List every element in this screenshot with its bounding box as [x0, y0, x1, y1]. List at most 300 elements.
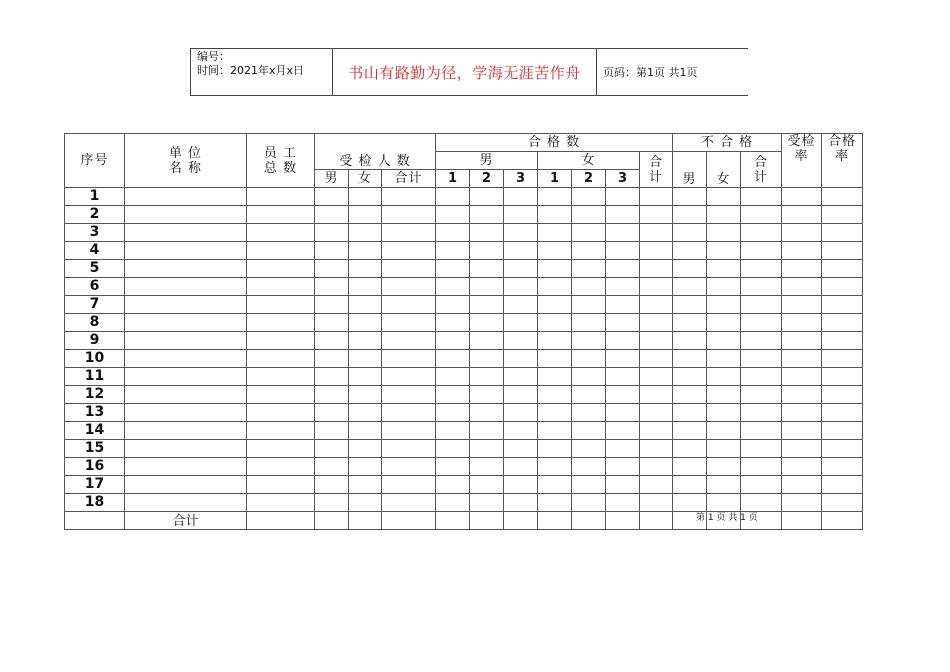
table-cell[interactable]: [741, 350, 782, 368]
table-cell[interactable]: [673, 242, 707, 260]
table-cell[interactable]: [707, 278, 741, 296]
table-cell[interactable]: [606, 512, 640, 530]
table-cell[interactable]: [125, 224, 247, 242]
table-cell[interactable]: [504, 422, 538, 440]
table-cell[interactable]: [470, 278, 504, 296]
table-cell[interactable]: [822, 224, 863, 242]
table-cell[interactable]: [315, 224, 349, 242]
table-cell[interactable]: [782, 278, 822, 296]
table-cell[interactable]: [822, 404, 863, 422]
table-cell[interactable]: [822, 476, 863, 494]
table-cell[interactable]: [572, 296, 606, 314]
table-cell[interactable]: [504, 296, 538, 314]
table-cell[interactable]: [673, 350, 707, 368]
table-cell[interactable]: [470, 242, 504, 260]
table-cell[interactable]: [125, 296, 247, 314]
table-cell[interactable]: [741, 332, 782, 350]
table-cell[interactable]: [572, 422, 606, 440]
table-cell[interactable]: [436, 440, 470, 458]
table-cell[interactable]: [572, 314, 606, 332]
table-cell[interactable]: [741, 278, 782, 296]
table-cell[interactable]: [125, 278, 247, 296]
table-cell[interactable]: [822, 512, 863, 530]
table-cell[interactable]: [247, 242, 315, 260]
table-cell[interactable]: [382, 350, 436, 368]
table-cell[interactable]: [782, 458, 822, 476]
table-cell[interactable]: [470, 314, 504, 332]
table-cell[interactable]: [538, 188, 572, 206]
table-cell[interactable]: [640, 440, 673, 458]
table-cell[interactable]: [606, 224, 640, 242]
table-cell[interactable]: [640, 422, 673, 440]
table-cell[interactable]: [504, 206, 538, 224]
table-cell[interactable]: [606, 476, 640, 494]
table-cell[interactable]: [315, 350, 349, 368]
table-cell[interactable]: [782, 296, 822, 314]
table-cell[interactable]: [572, 386, 606, 404]
table-cell[interactable]: [707, 422, 741, 440]
table-cell[interactable]: [382, 332, 436, 350]
table-cell[interactable]: [349, 260, 382, 278]
table-cell[interactable]: [436, 260, 470, 278]
table-cell[interactable]: [125, 422, 247, 440]
table-cell[interactable]: [572, 188, 606, 206]
table-cell[interactable]: [782, 404, 822, 422]
table-cell[interactable]: [382, 422, 436, 440]
table-cell[interactable]: [741, 296, 782, 314]
table-cell[interactable]: [741, 386, 782, 404]
table-cell[interactable]: [470, 512, 504, 530]
table-cell[interactable]: [504, 188, 538, 206]
table-cell[interactable]: [315, 332, 349, 350]
table-cell[interactable]: [125, 368, 247, 386]
table-cell[interactable]: [822, 494, 863, 512]
table-cell[interactable]: [572, 350, 606, 368]
table-cell[interactable]: [470, 260, 504, 278]
table-cell[interactable]: [504, 368, 538, 386]
table-cell[interactable]: [382, 314, 436, 332]
table-cell[interactable]: [436, 368, 470, 386]
table-cell[interactable]: [822, 458, 863, 476]
table-cell[interactable]: [315, 494, 349, 512]
table-cell[interactable]: [349, 332, 382, 350]
table-cell[interactable]: [822, 350, 863, 368]
table-cell[interactable]: [504, 440, 538, 458]
table-cell[interactable]: [125, 332, 247, 350]
table-cell[interactable]: [673, 494, 707, 512]
table-cell[interactable]: [782, 350, 822, 368]
table-cell[interactable]: [707, 224, 741, 242]
table-cell[interactable]: [382, 458, 436, 476]
table-cell[interactable]: [382, 512, 436, 530]
table-cell[interactable]: [707, 386, 741, 404]
table-cell[interactable]: [606, 404, 640, 422]
table-cell[interactable]: [707, 206, 741, 224]
table-cell[interactable]: [247, 512, 315, 530]
table-cell[interactable]: [470, 404, 504, 422]
table-cell[interactable]: [822, 422, 863, 440]
table-cell[interactable]: [470, 386, 504, 404]
table-cell[interactable]: [382, 440, 436, 458]
table-cell[interactable]: [707, 368, 741, 386]
table-cell[interactable]: [782, 332, 822, 350]
table-cell[interactable]: [741, 404, 782, 422]
table-cell[interactable]: [470, 440, 504, 458]
table-cell[interactable]: [782, 260, 822, 278]
table-cell[interactable]: [673, 440, 707, 458]
table-cell[interactable]: [782, 368, 822, 386]
table-cell[interactable]: [349, 368, 382, 386]
table-cell[interactable]: [382, 404, 436, 422]
table-cell[interactable]: [315, 476, 349, 494]
table-cell[interactable]: [606, 440, 640, 458]
table-cell[interactable]: [572, 224, 606, 242]
table-cell[interactable]: [538, 386, 572, 404]
table-cell[interactable]: [640, 314, 673, 332]
table-cell[interactable]: [782, 494, 822, 512]
table-cell[interactable]: [436, 188, 470, 206]
table-cell[interactable]: [470, 422, 504, 440]
table-cell[interactable]: [315, 386, 349, 404]
table-cell[interactable]: [349, 314, 382, 332]
table-cell[interactable]: [822, 386, 863, 404]
table-cell[interactable]: [741, 476, 782, 494]
table-cell[interactable]: [741, 242, 782, 260]
table-cell[interactable]: [538, 332, 572, 350]
table-cell[interactable]: [741, 440, 782, 458]
table-cell[interactable]: [822, 296, 863, 314]
table-cell[interactable]: [640, 476, 673, 494]
table-cell[interactable]: [436, 422, 470, 440]
table-cell[interactable]: [349, 242, 382, 260]
table-cell[interactable]: [640, 278, 673, 296]
table-cell[interactable]: [640, 242, 673, 260]
table-cell[interactable]: [470, 332, 504, 350]
table-cell[interactable]: [315, 206, 349, 224]
table-cell[interactable]: [538, 242, 572, 260]
table-cell[interactable]: [247, 494, 315, 512]
table-cell[interactable]: [673, 188, 707, 206]
table-cell[interactable]: [436, 458, 470, 476]
table-cell[interactable]: [741, 458, 782, 476]
table-cell[interactable]: [315, 188, 349, 206]
table-cell[interactable]: [538, 296, 572, 314]
table-cell[interactable]: [538, 440, 572, 458]
table-cell[interactable]: [822, 440, 863, 458]
table-cell[interactable]: [349, 404, 382, 422]
table-cell[interactable]: [572, 260, 606, 278]
table-cell[interactable]: [315, 458, 349, 476]
table-cell[interactable]: [572, 404, 606, 422]
table-cell[interactable]: [640, 494, 673, 512]
table-cell[interactable]: [572, 332, 606, 350]
table-cell[interactable]: [247, 404, 315, 422]
table-cell[interactable]: [470, 296, 504, 314]
table-cell[interactable]: [707, 458, 741, 476]
table-cell[interactable]: [707, 332, 741, 350]
table-cell[interactable]: [315, 440, 349, 458]
table-cell[interactable]: [247, 260, 315, 278]
table-cell[interactable]: [572, 242, 606, 260]
table-cell[interactable]: [436, 206, 470, 224]
table-cell[interactable]: [382, 296, 436, 314]
table-cell[interactable]: [538, 476, 572, 494]
table-cell[interactable]: [315, 404, 349, 422]
table-cell[interactable]: [436, 404, 470, 422]
table-cell[interactable]: [349, 512, 382, 530]
table-cell[interactable]: [538, 224, 572, 242]
table-cell[interactable]: [572, 458, 606, 476]
table-cell[interactable]: [707, 350, 741, 368]
table-cell[interactable]: [782, 512, 822, 530]
table-cell[interactable]: [247, 440, 315, 458]
table-cell[interactable]: [247, 458, 315, 476]
table-cell[interactable]: [504, 476, 538, 494]
table-cell[interactable]: [315, 422, 349, 440]
table-cell[interactable]: [315, 278, 349, 296]
table-cell[interactable]: [741, 188, 782, 206]
table-cell[interactable]: [538, 260, 572, 278]
table-cell[interactable]: [125, 350, 247, 368]
table-cell[interactable]: [673, 278, 707, 296]
table-cell[interactable]: [504, 332, 538, 350]
table-cell[interactable]: [822, 242, 863, 260]
table-cell[interactable]: [470, 206, 504, 224]
table-cell[interactable]: [606, 458, 640, 476]
table-cell[interactable]: [707, 296, 741, 314]
table-cell[interactable]: [125, 260, 247, 278]
table-cell[interactable]: [315, 260, 349, 278]
table-cell[interactable]: [782, 242, 822, 260]
table-cell[interactable]: [315, 242, 349, 260]
table-cell[interactable]: [640, 404, 673, 422]
table-cell[interactable]: [741, 206, 782, 224]
table-cell[interactable]: [125, 386, 247, 404]
table-cell[interactable]: [822, 278, 863, 296]
table-cell[interactable]: [640, 296, 673, 314]
table-cell[interactable]: [822, 206, 863, 224]
table-cell[interactable]: [572, 278, 606, 296]
table-cell[interactable]: [349, 440, 382, 458]
table-cell[interactable]: [315, 368, 349, 386]
table-cell[interactable]: [538, 314, 572, 332]
table-cell[interactable]: [470, 368, 504, 386]
table-cell[interactable]: [436, 476, 470, 494]
table-cell[interactable]: [436, 314, 470, 332]
table-cell[interactable]: [782, 476, 822, 494]
table-cell[interactable]: [640, 260, 673, 278]
table-cell[interactable]: [673, 368, 707, 386]
table-cell[interactable]: [436, 224, 470, 242]
table-cell[interactable]: [640, 332, 673, 350]
table-cell[interactable]: [606, 242, 640, 260]
table-cell[interactable]: [470, 188, 504, 206]
table-cell[interactable]: [349, 188, 382, 206]
table-cell[interactable]: [741, 224, 782, 242]
table-cell[interactable]: [673, 206, 707, 224]
table-cell[interactable]: [504, 386, 538, 404]
table-cell[interactable]: [125, 476, 247, 494]
table-cell[interactable]: [247, 314, 315, 332]
table-cell[interactable]: [538, 494, 572, 512]
table-cell[interactable]: [504, 278, 538, 296]
table-cell[interactable]: [247, 386, 315, 404]
table-cell[interactable]: [673, 224, 707, 242]
table-cell[interactable]: [470, 476, 504, 494]
table-cell[interactable]: [538, 368, 572, 386]
table-cell[interactable]: [741, 422, 782, 440]
table-cell[interactable]: [349, 350, 382, 368]
table-cell[interactable]: [349, 494, 382, 512]
table-cell[interactable]: [741, 368, 782, 386]
table-cell[interactable]: [572, 512, 606, 530]
table-cell[interactable]: [247, 206, 315, 224]
table-cell[interactable]: [572, 476, 606, 494]
table-cell[interactable]: [315, 296, 349, 314]
table-cell[interactable]: [707, 188, 741, 206]
table-cell[interactable]: [707, 260, 741, 278]
table-cell[interactable]: [640, 350, 673, 368]
table-cell[interactable]: [606, 350, 640, 368]
table-cell[interactable]: [640, 368, 673, 386]
table-cell[interactable]: [349, 458, 382, 476]
table-cell[interactable]: [782, 422, 822, 440]
table-cell[interactable]: [640, 512, 673, 530]
table-cell[interactable]: [470, 494, 504, 512]
table-cell[interactable]: [315, 512, 349, 530]
table-cell[interactable]: [572, 494, 606, 512]
table-cell[interactable]: [504, 458, 538, 476]
table-cell[interactable]: [436, 296, 470, 314]
table-cell[interactable]: [538, 422, 572, 440]
table-cell[interactable]: [741, 494, 782, 512]
table-cell[interactable]: [382, 188, 436, 206]
table-cell[interactable]: [504, 260, 538, 278]
table-cell[interactable]: [349, 278, 382, 296]
table-cell[interactable]: [606, 296, 640, 314]
table-cell[interactable]: [125, 494, 247, 512]
table-cell[interactable]: [504, 224, 538, 242]
table-cell[interactable]: [741, 314, 782, 332]
table-cell[interactable]: [606, 188, 640, 206]
table-cell[interactable]: [349, 296, 382, 314]
table-cell[interactable]: [606, 422, 640, 440]
table-cell[interactable]: [538, 278, 572, 296]
table-cell[interactable]: [640, 458, 673, 476]
table-cell[interactable]: [382, 386, 436, 404]
table-cell[interactable]: [673, 458, 707, 476]
table-cell[interactable]: [247, 224, 315, 242]
table-cell[interactable]: [65, 512, 125, 530]
table-cell[interactable]: [504, 404, 538, 422]
table-cell[interactable]: [707, 494, 741, 512]
table-cell[interactable]: [707, 440, 741, 458]
table-cell[interactable]: [382, 206, 436, 224]
table-cell[interactable]: [640, 206, 673, 224]
table-cell[interactable]: [382, 476, 436, 494]
table-cell[interactable]: [606, 278, 640, 296]
table-cell[interactable]: [247, 476, 315, 494]
table-cell[interactable]: [822, 314, 863, 332]
table-cell[interactable]: [504, 242, 538, 260]
table-cell[interactable]: [349, 476, 382, 494]
table-cell[interactable]: [606, 368, 640, 386]
table-cell[interactable]: [504, 512, 538, 530]
table-cell[interactable]: [247, 332, 315, 350]
table-cell[interactable]: [673, 476, 707, 494]
table-cell[interactable]: [822, 368, 863, 386]
table-cell[interactable]: [349, 422, 382, 440]
table-cell[interactable]: [436, 386, 470, 404]
table-cell[interactable]: [125, 206, 247, 224]
table-cell[interactable]: [606, 494, 640, 512]
table-cell[interactable]: [673, 422, 707, 440]
table-cell[interactable]: [538, 350, 572, 368]
table-cell[interactable]: [822, 188, 863, 206]
table-cell[interactable]: [470, 224, 504, 242]
table-cell[interactable]: [504, 314, 538, 332]
table-cell[interactable]: [572, 368, 606, 386]
table-cell[interactable]: [125, 314, 247, 332]
table-cell[interactable]: [673, 386, 707, 404]
table-cell[interactable]: [247, 422, 315, 440]
table-cell[interactable]: [125, 188, 247, 206]
table-cell[interactable]: [606, 314, 640, 332]
table-cell[interactable]: [782, 206, 822, 224]
table-cell[interactable]: [470, 458, 504, 476]
table-cell[interactable]: [782, 188, 822, 206]
table-cell[interactable]: [349, 224, 382, 242]
table-cell[interactable]: [782, 314, 822, 332]
table-cell[interactable]: [382, 242, 436, 260]
table-cell[interactable]: [247, 350, 315, 368]
table-cell[interactable]: [125, 440, 247, 458]
table-cell[interactable]: [640, 224, 673, 242]
table-cell[interactable]: [349, 386, 382, 404]
table-cell[interactable]: [436, 332, 470, 350]
table-cell[interactable]: [436, 350, 470, 368]
table-cell[interactable]: [315, 314, 349, 332]
table-cell[interactable]: [247, 296, 315, 314]
table-cell[interactable]: [822, 332, 863, 350]
table-cell[interactable]: [382, 494, 436, 512]
table-cell[interactable]: [673, 260, 707, 278]
table-cell[interactable]: [247, 278, 315, 296]
table-cell[interactable]: [707, 404, 741, 422]
table-cell[interactable]: [707, 314, 741, 332]
table-cell[interactable]: [673, 314, 707, 332]
table-cell[interactable]: [382, 224, 436, 242]
table-cell[interactable]: [606, 332, 640, 350]
table-cell[interactable]: [782, 440, 822, 458]
table-cell[interactable]: [782, 386, 822, 404]
table-cell[interactable]: [436, 512, 470, 530]
table-cell[interactable]: [538, 404, 572, 422]
table-cell[interactable]: [606, 260, 640, 278]
table-cell[interactable]: [538, 458, 572, 476]
table-cell[interactable]: [822, 260, 863, 278]
table-cell[interactable]: [782, 224, 822, 242]
table-cell[interactable]: [504, 494, 538, 512]
table-cell[interactable]: [707, 476, 741, 494]
table-cell[interactable]: [247, 368, 315, 386]
table-cell[interactable]: [707, 242, 741, 260]
table-cell[interactable]: [741, 260, 782, 278]
table-cell[interactable]: [436, 278, 470, 296]
table-cell[interactable]: [538, 512, 572, 530]
table-cell[interactable]: [349, 206, 382, 224]
table-cell[interactable]: [673, 332, 707, 350]
